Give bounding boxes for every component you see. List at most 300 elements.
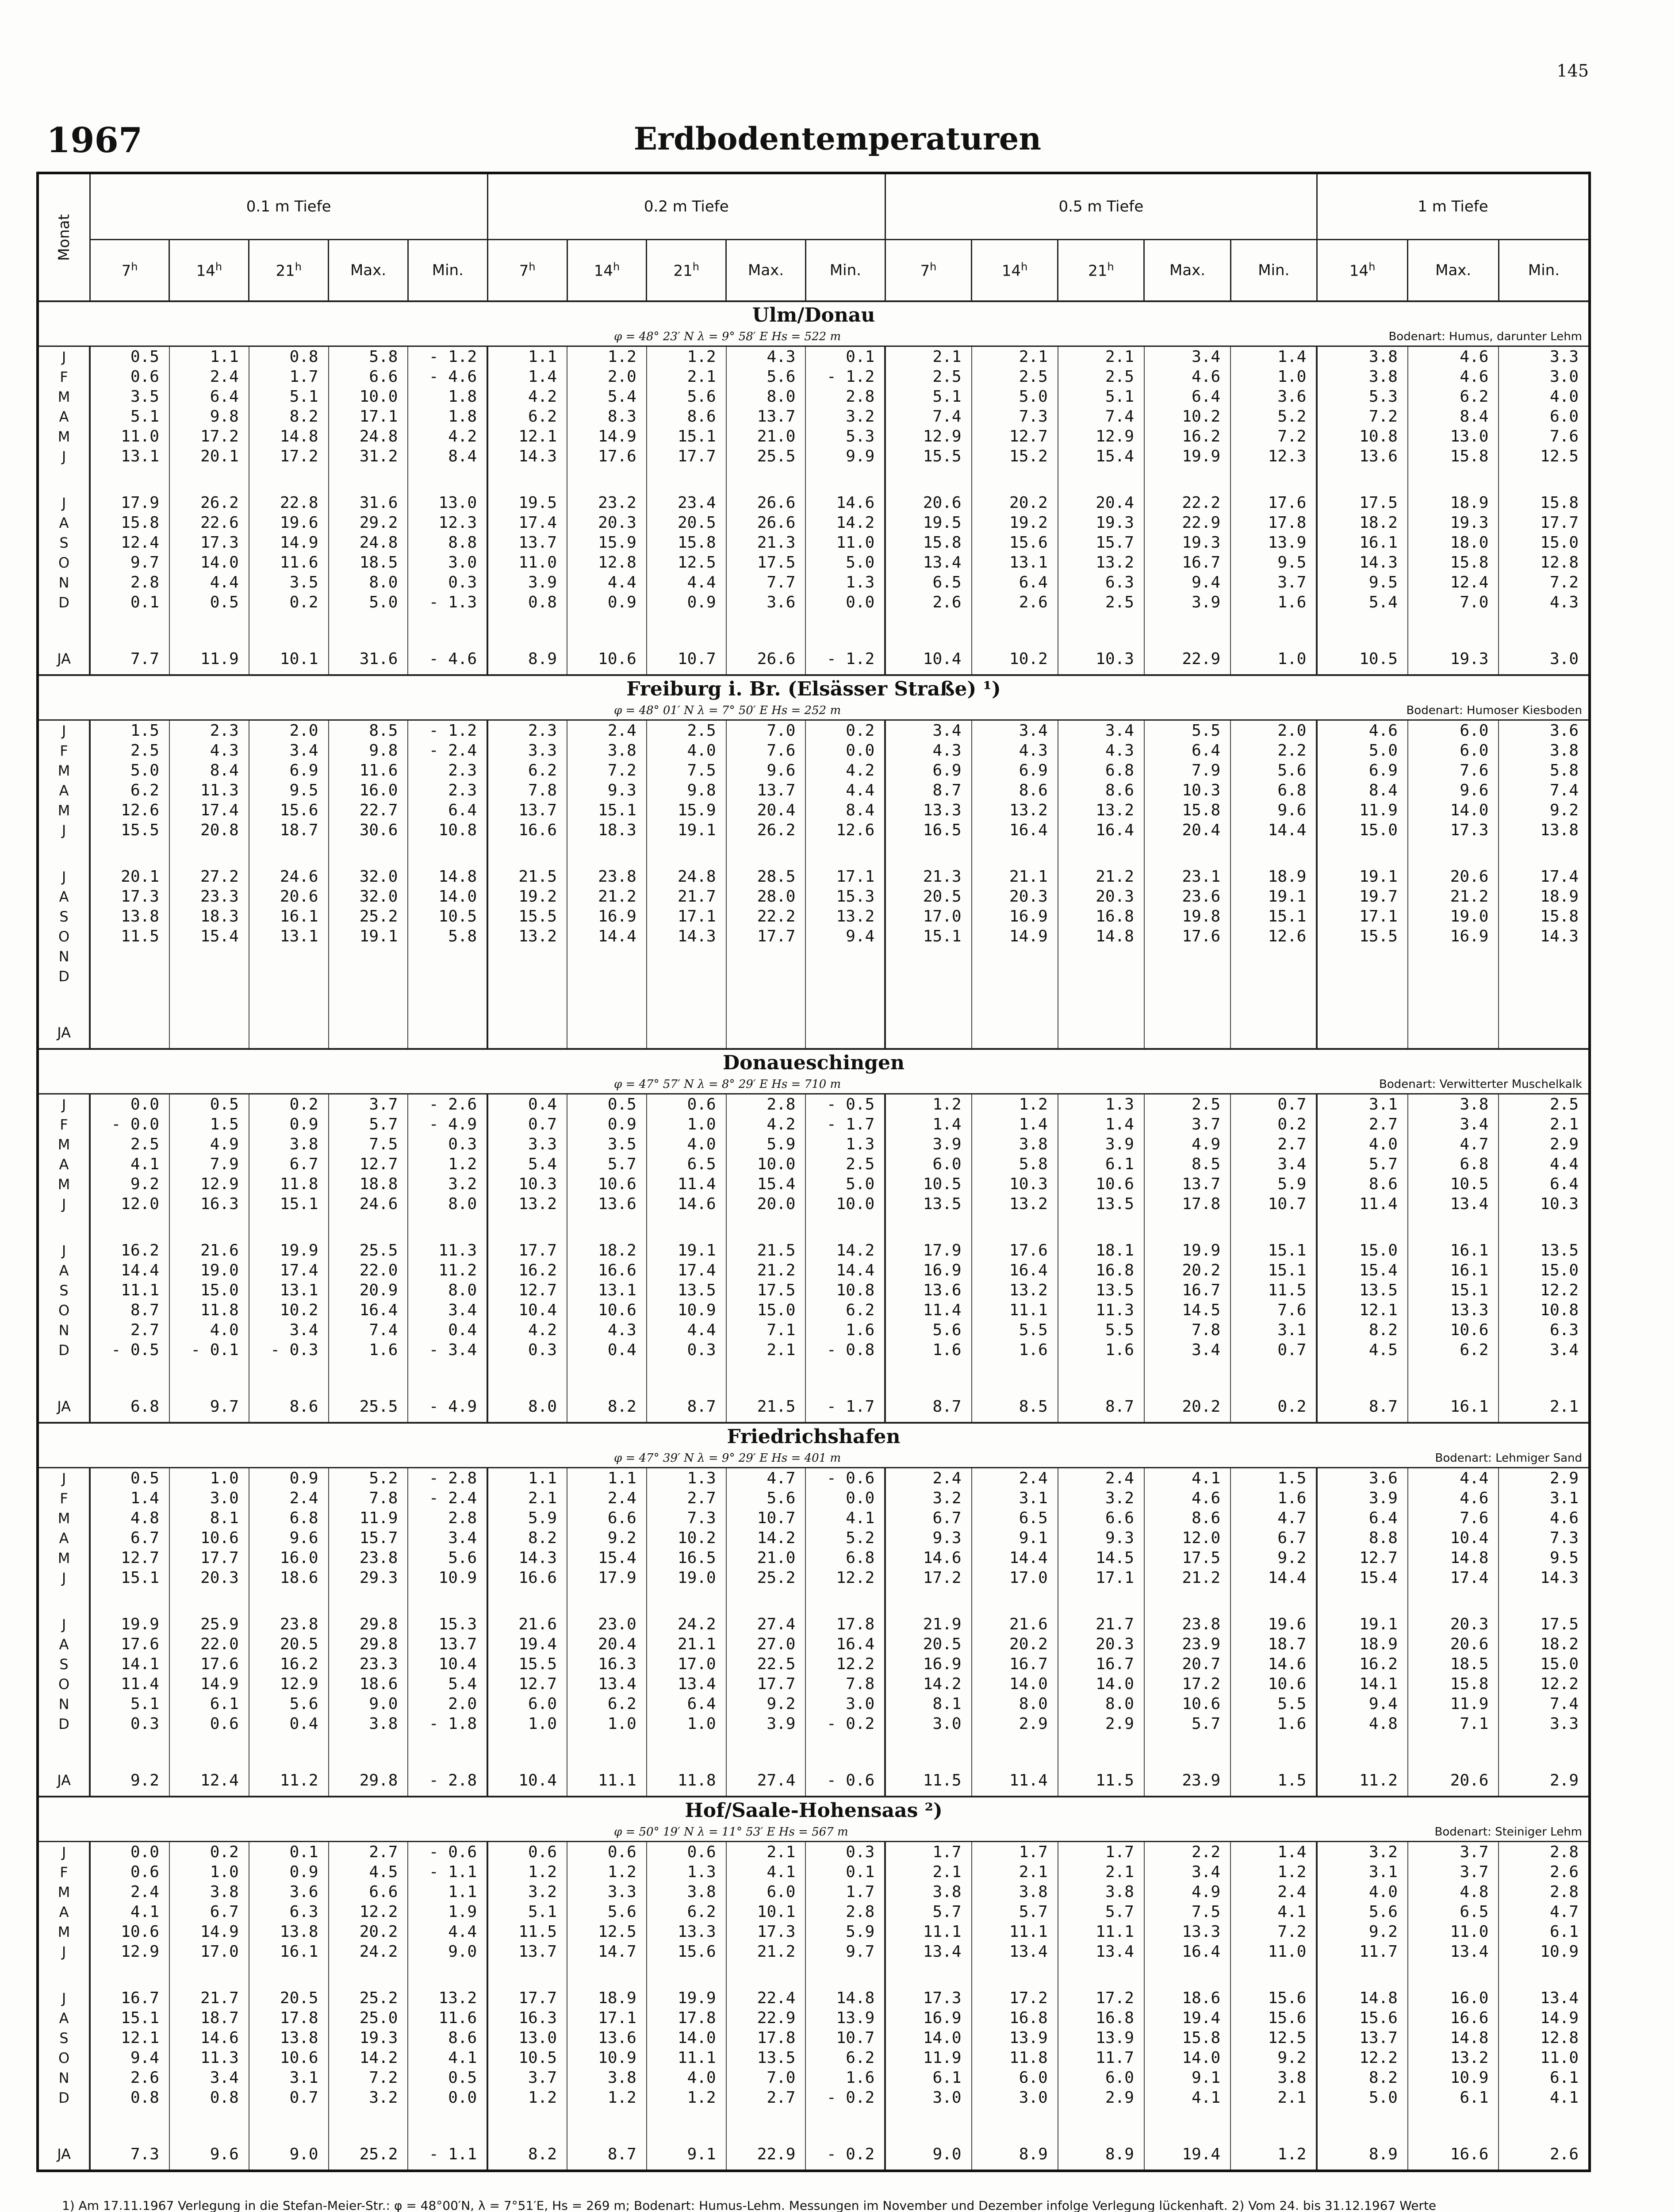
value-cell: 21.7: [647, 887, 726, 906]
value-cell: 0.5: [90, 346, 169, 367]
value-cell: 3.7: [1144, 1114, 1230, 1134]
value-cell: 6.7: [249, 1154, 329, 1174]
table-row: [38, 1842, 1590, 1863]
value-cell: 3.9: [1317, 1488, 1408, 1508]
value-cell: 10.8: [1317, 426, 1408, 446]
value-cell: 15.8: [90, 513, 169, 533]
value-cell: 10.7: [1230, 1194, 1317, 1214]
column-header-min: Min.: [1230, 240, 1317, 302]
value-cell: 4.3: [726, 346, 806, 367]
value-cell: 6.8: [1408, 1154, 1499, 1174]
value-cell: 18.6: [329, 1674, 408, 1694]
value-cell: 2.1: [885, 346, 971, 367]
station-name-row: [38, 1797, 1590, 1823]
value-cell: 14.6: [169, 2028, 249, 2048]
value-cell: 14.2: [805, 1214, 885, 1260]
value-cell: 5.7: [567, 1154, 647, 1174]
value-cell: 5.3: [805, 426, 885, 446]
value-cell: 22.2: [1144, 466, 1230, 513]
value-cell: 17.2: [249, 446, 329, 466]
value-cell: 13.7: [726, 407, 806, 426]
value-cell: 10.4: [408, 1654, 487, 1674]
value-cell: 3.9: [487, 572, 567, 592]
value-cell: 7.0: [726, 2068, 806, 2088]
value-cell: 2.8: [805, 1902, 885, 1922]
month-label: A: [38, 780, 90, 800]
value-cell: 1.2: [1230, 1862, 1317, 1882]
value-cell: 1.4: [487, 367, 567, 387]
value-cell: 9.6: [1230, 800, 1317, 820]
value-cell: 2.3: [408, 780, 487, 800]
value-cell: 13.3: [885, 800, 971, 820]
value-cell: 3.8: [1408, 1094, 1499, 1115]
value-cell: 13.2: [1408, 2048, 1499, 2068]
value-cell: 21.5: [726, 1214, 806, 1260]
value-cell: 1.0: [647, 1114, 726, 1134]
table-row: [38, 1508, 1590, 1528]
value-cell: 4.6: [1408, 346, 1499, 367]
value-cell: 14.8: [249, 426, 329, 446]
value-cell: 16.8: [1058, 906, 1144, 926]
station-soil-type: Bodenart: Verwitterter Muschelkalk: [972, 1075, 1590, 1094]
value-cell: 0.5: [90, 1468, 169, 1489]
value-cell: 18.7: [169, 2008, 249, 2028]
value-cell: 13.2: [972, 1280, 1058, 1300]
value-cell: 11.1: [972, 1300, 1058, 1320]
value-cell: 14.9: [169, 1674, 249, 1694]
table-row: [38, 780, 1590, 800]
value-cell: 17.4: [249, 1260, 329, 1280]
value-cell: 4.4: [1408, 1468, 1499, 1489]
value-cell: 22.2: [726, 906, 806, 926]
value-cell: 1.1: [169, 346, 249, 367]
value-cell: [249, 986, 329, 1049]
value-cell: 26.2: [726, 820, 806, 840]
column-header-14h: 14$^h$: [972, 240, 1058, 302]
value-cell: 16.2: [1317, 1654, 1408, 1674]
value-cell: [972, 986, 1058, 1049]
value-cell: 11.4: [90, 1674, 169, 1694]
value-cell: 1.2: [647, 2088, 726, 2108]
value-cell: 0.4: [487, 1094, 567, 1115]
table-row: [38, 1714, 1590, 1734]
value-cell: 0.0: [805, 1488, 885, 1508]
value-cell: 2.6: [1499, 2108, 1590, 2171]
value-cell: 16.8: [972, 2008, 1058, 2028]
value-cell: 3.4: [1144, 1340, 1230, 1360]
value-cell: 13.0: [1408, 426, 1499, 446]
value-cell: 14.3: [1317, 553, 1408, 572]
value-cell: 3.4: [249, 741, 329, 760]
value-cell: 23.0: [567, 1588, 647, 1634]
value-cell: 9.2: [90, 1174, 169, 1194]
value-cell: 6.2: [805, 2048, 885, 2068]
month-label: F: [38, 1862, 90, 1882]
value-cell: 3.4: [408, 1300, 487, 1320]
value-cell: 5.0: [90, 760, 169, 780]
value-cell: 10.6: [169, 1528, 249, 1548]
station-soil-type: Bodenart: Steiniger Lehm: [972, 1823, 1590, 1842]
value-cell: 10.6: [1230, 1674, 1317, 1694]
value-cell: 15.4: [169, 926, 249, 946]
value-cell: 2.5: [972, 367, 1058, 387]
value-cell: 15.5: [487, 1654, 567, 1674]
month-label: JA: [38, 1734, 90, 1797]
value-cell: 15.0: [726, 1300, 806, 1320]
value-cell: 3.7: [487, 2068, 567, 2088]
value-cell: [329, 986, 408, 1049]
value-cell: 25.0: [329, 2008, 408, 2028]
value-cell: 16.5: [647, 1548, 726, 1568]
value-cell: 5.2: [329, 1468, 408, 1489]
value-cell: 18.3: [169, 906, 249, 926]
table-row: [38, 760, 1590, 780]
value-cell: 3.0: [885, 2088, 971, 2108]
value-cell: 8.0: [972, 1694, 1058, 1714]
station-coordinates: φ = 47° 57′ N λ = 8° 29′ E Hs = 710 m: [38, 1075, 972, 1094]
value-cell: 19.4: [1144, 2008, 1230, 2028]
value-cell: 2.1: [1499, 1114, 1590, 1134]
value-cell: 8.5: [972, 1360, 1058, 1423]
value-cell: 5.1: [90, 1694, 169, 1714]
table-row: [38, 1694, 1590, 1714]
value-cell: 1.3: [647, 1862, 726, 1882]
value-cell: 4.1: [805, 1508, 885, 1528]
value-cell: 20.2: [329, 1922, 408, 1942]
value-cell: 3.8: [1317, 346, 1408, 367]
value-cell: 5.1: [249, 387, 329, 407]
value-cell: 20.7: [1144, 1654, 1230, 1674]
value-cell: 5.0: [329, 592, 408, 612]
value-cell: 3.1: [1499, 1488, 1590, 1508]
table-row: [38, 1902, 1590, 1922]
value-cell: 6.5: [647, 1154, 726, 1174]
value-cell: 14.1: [90, 1654, 169, 1674]
annual-row: [38, 1360, 1590, 1423]
value-cell: 2.3: [169, 720, 249, 741]
value-cell: 6.6: [567, 1508, 647, 1528]
value-cell: 3.3: [487, 1134, 567, 1154]
table-row: [38, 1154, 1590, 1174]
value-cell: [1408, 966, 1499, 986]
value-cell: 5.0: [805, 553, 885, 572]
value-cell: 12.9: [1058, 426, 1144, 446]
station-meta-row: [38, 702, 1590, 720]
value-cell: 23.4: [647, 466, 726, 513]
value-cell: 17.9: [885, 1214, 971, 1260]
value-cell: 13.4: [1499, 1962, 1590, 2008]
month-label: JA: [38, 612, 90, 675]
value-cell: 18.3: [567, 820, 647, 840]
value-cell: 6.0: [1499, 407, 1590, 426]
value-cell: 5.6: [567, 1902, 647, 1922]
value-cell: 12.4: [1408, 572, 1499, 592]
value-cell: 14.0: [1058, 1674, 1144, 1694]
value-cell: 26.6: [726, 466, 806, 513]
month-label: N: [38, 1320, 90, 1340]
value-cell: 12.6: [90, 800, 169, 820]
value-cell: 1.2: [487, 1862, 567, 1882]
value-cell: [249, 946, 329, 966]
value-cell: 5.6: [726, 367, 806, 387]
value-cell: 12.5: [1230, 2028, 1317, 2048]
value-cell: [1408, 946, 1499, 966]
value-cell: 5.1: [1058, 387, 1144, 407]
table-row: [38, 466, 1590, 513]
value-cell: 12.8: [1499, 2028, 1590, 2048]
value-cell: 16.3: [567, 1654, 647, 1674]
value-cell: 17.2: [1058, 1962, 1144, 2008]
value-cell: 11.4: [1317, 1194, 1408, 1214]
month-label: J: [38, 1588, 90, 1634]
value-cell: 18.9: [1408, 466, 1499, 513]
value-cell: 8.2: [487, 1528, 567, 1548]
month-label: JA: [38, 1360, 90, 1423]
value-cell: 19.0: [169, 1260, 249, 1280]
value-cell: 4.2: [487, 387, 567, 407]
group-header-1m: 1 m Tiefe: [1317, 173, 1590, 240]
value-cell: 2.1: [1230, 2088, 1317, 2108]
value-cell: 7.2: [1499, 572, 1590, 592]
value-cell: 23.8: [567, 840, 647, 887]
value-cell: 10.7: [726, 1508, 806, 1528]
value-cell: 3.9: [1144, 592, 1230, 612]
value-cell: 4.6: [1499, 1508, 1590, 1528]
value-cell: 2.5: [885, 367, 971, 387]
value-cell: 14.9: [567, 426, 647, 446]
value-cell: 3.8: [1230, 2068, 1317, 2088]
value-cell: 13.4: [1058, 1942, 1144, 1962]
value-cell: 2.6: [90, 2068, 169, 2088]
value-cell: 4.2: [726, 1114, 806, 1134]
value-cell: 19.4: [487, 1634, 567, 1654]
value-cell: 0.2: [169, 1842, 249, 1863]
value-cell: 2.4: [972, 1468, 1058, 1489]
value-cell: 13.1: [249, 926, 329, 946]
value-cell: [726, 966, 806, 986]
value-cell: 0.2: [249, 592, 329, 612]
table-row: [38, 1340, 1590, 1360]
value-cell: 6.4: [1499, 1174, 1590, 1194]
value-cell: 3.4: [1144, 1862, 1230, 1882]
value-cell: 7.9: [1144, 760, 1230, 780]
soil-temperature-table: [36, 172, 1591, 2172]
value-cell: 22.9: [726, 2008, 806, 2028]
value-cell: 3.8: [1317, 367, 1408, 387]
value-cell: 15.0: [1317, 1214, 1408, 1260]
value-cell: 2.4: [567, 720, 647, 741]
value-cell: 7.4: [885, 407, 971, 426]
value-cell: 14.2: [805, 513, 885, 533]
value-cell: 20.5: [885, 1634, 971, 1654]
value-cell: 8.4: [805, 800, 885, 820]
value-cell: 10.2: [647, 1528, 726, 1548]
value-cell: 11.9: [169, 612, 249, 675]
value-cell: 9.2: [90, 1734, 169, 1797]
value-cell: 17.7: [726, 926, 806, 946]
value-cell: [169, 966, 249, 986]
value-cell: 3.8: [567, 741, 647, 760]
value-cell: 10.5: [408, 906, 487, 926]
month-label: N: [38, 2068, 90, 2088]
value-cell: 10.5: [1408, 1174, 1499, 1194]
value-cell: 11.0: [90, 426, 169, 446]
value-cell: 22.9: [726, 2108, 806, 2171]
value-cell: 20.6: [249, 887, 329, 906]
value-cell: 21.2: [1058, 840, 1144, 887]
column-header-7h: 7$^h$: [487, 240, 567, 302]
value-cell: 12.3: [1230, 446, 1317, 466]
table-row: [38, 446, 1590, 466]
value-cell: 19.9: [647, 1962, 726, 2008]
value-cell: 5.2: [1230, 407, 1317, 426]
value-cell: 15.5: [90, 820, 169, 840]
value-cell: 3.2: [885, 1488, 971, 1508]
value-cell: 8.4: [169, 760, 249, 780]
value-cell: 8.6: [1317, 1174, 1408, 1194]
value-cell: 18.6: [1144, 1962, 1230, 2008]
value-cell: 15.0: [1317, 820, 1408, 840]
value-cell: 0.2: [1230, 1360, 1317, 1423]
value-cell: 17.7: [487, 1214, 567, 1260]
value-cell: 4.5: [1317, 1340, 1408, 1360]
value-cell: 4.6: [1408, 367, 1499, 387]
value-cell: 1.3: [647, 1468, 726, 1489]
value-cell: 19.1: [647, 820, 726, 840]
value-cell: 9.4: [1317, 1694, 1408, 1714]
table-row: [38, 1942, 1590, 1962]
value-cell: [647, 966, 726, 986]
value-cell: 14.7: [567, 1942, 647, 1962]
value-cell: 20.6: [885, 466, 971, 513]
value-cell: 8.7: [567, 2108, 647, 2171]
value-cell: 13.0: [408, 466, 487, 513]
value-cell: 4.3: [567, 1320, 647, 1340]
value-cell: - 0.6: [408, 1842, 487, 1863]
value-cell: 6.8: [1230, 780, 1317, 800]
month-label: A: [38, 513, 90, 533]
value-cell: 22.4: [726, 1962, 806, 2008]
value-cell: 11.6: [329, 760, 408, 780]
value-cell: 6.2: [805, 1300, 885, 1320]
month-label: D: [38, 592, 90, 612]
value-cell: 3.4: [408, 1528, 487, 1548]
value-cell: 2.1: [885, 1862, 971, 1882]
value-cell: 14.0: [169, 553, 249, 572]
group-header-0-2m: 0.2 m Tiefe: [487, 173, 885, 240]
table-row: [38, 407, 1590, 426]
month-label: M: [38, 1882, 90, 1902]
value-cell: 20.2: [1144, 1260, 1230, 1280]
value-cell: 10.0: [329, 387, 408, 407]
value-cell: 5.1: [487, 1902, 567, 1922]
month-label: J: [38, 1842, 90, 1863]
value-cell: 6.8: [90, 1360, 169, 1423]
value-cell: 2.4: [567, 1488, 647, 1508]
month-label: J: [38, 1942, 90, 1962]
value-cell: 12.7: [487, 1280, 567, 1300]
value-cell: 3.4: [1058, 720, 1144, 741]
column-header-min: Min.: [1499, 240, 1590, 302]
value-cell: 14.0: [1144, 2048, 1230, 2068]
value-cell: 13.4: [647, 1674, 726, 1694]
value-cell: 19.1: [329, 926, 408, 946]
value-cell: 16.1: [249, 1942, 329, 1962]
value-cell: 2.7: [726, 2088, 806, 2108]
station-coordinates: φ = 48° 01′ N λ = 7° 50′ E Hs = 252 m: [38, 702, 972, 720]
value-cell: 0.0: [805, 592, 885, 612]
value-cell: 9.4: [805, 926, 885, 946]
value-cell: [1058, 966, 1144, 986]
value-cell: 10.6: [1058, 1174, 1144, 1194]
value-cell: 17.8: [805, 1588, 885, 1634]
value-cell: 0.6: [90, 367, 169, 387]
value-cell: 3.3: [487, 741, 567, 760]
value-cell: 1.6: [1230, 592, 1317, 612]
value-cell: 16.6: [567, 1260, 647, 1280]
value-cell: 10.9: [567, 2048, 647, 2068]
value-cell: 6.9: [972, 760, 1058, 780]
value-cell: 1.2: [567, 346, 647, 367]
value-cell: 4.5: [329, 1862, 408, 1882]
value-cell: 18.0: [1408, 533, 1499, 553]
value-cell: 13.5: [1317, 1280, 1408, 1300]
value-cell: 17.2: [169, 426, 249, 446]
station-name: Ulm/Donau: [38, 301, 1590, 328]
value-cell: - 1.1: [408, 1862, 487, 1882]
table-row: [38, 926, 1590, 946]
value-cell: 12.2: [1499, 1674, 1590, 1694]
value-cell: 17.1: [647, 906, 726, 926]
value-cell: 14.4: [1230, 1568, 1317, 1588]
value-cell: 7.6: [726, 741, 806, 760]
value-cell: 19.9: [90, 1588, 169, 1634]
value-cell: 1.7: [1058, 1842, 1144, 1863]
value-cell: 19.5: [487, 466, 567, 513]
value-cell: 1.4: [885, 1114, 971, 1134]
value-cell: 24.8: [329, 533, 408, 553]
value-cell: 1.1: [567, 1468, 647, 1489]
value-cell: 6.3: [249, 1902, 329, 1922]
table-row: [38, 1548, 1590, 1568]
footnote-line: 1) Am 17.11.1967 Verlegung in die Stefan-Meier-Str.: φ = 48°00′N, λ = 7°51′E, Hs = 269 m; Bodenart: Humus-Lehm. Messungen im November und Dezember infolge Verlegung lückenhaft. 2) Vom 24. bis 31.12.1967 Werte: [62, 2198, 1437, 2212]
value-cell: 21.9: [885, 1588, 971, 1634]
value-cell: 2.7: [329, 1842, 408, 1863]
value-cell: [408, 946, 487, 966]
value-cell: 21.2: [1408, 887, 1499, 906]
value-cell: 11.8: [169, 1300, 249, 1320]
value-cell: 29.8: [329, 1734, 408, 1797]
value-cell: 5.2: [805, 1528, 885, 1548]
month-label: M: [38, 760, 90, 780]
value-cell: 1.3: [805, 1134, 885, 1154]
value-cell: 10.9: [1408, 2068, 1499, 2088]
value-cell: 16.9: [567, 906, 647, 926]
table-row: [38, 1922, 1590, 1942]
month-label: M: [38, 1134, 90, 1154]
value-cell: 0.0: [90, 1094, 169, 1115]
value-cell: 6.7: [885, 1508, 971, 1528]
value-cell: 4.6: [1408, 1488, 1499, 1508]
table-row: [38, 1320, 1590, 1340]
value-cell: 1.0: [1230, 612, 1317, 675]
value-cell: 13.1: [972, 553, 1058, 572]
value-cell: 17.6: [90, 1634, 169, 1654]
station-name-row: [38, 675, 1590, 702]
value-cell: 13.6: [567, 2028, 647, 2048]
value-cell: 32.0: [329, 887, 408, 906]
value-cell: 4.0: [647, 2068, 726, 2088]
